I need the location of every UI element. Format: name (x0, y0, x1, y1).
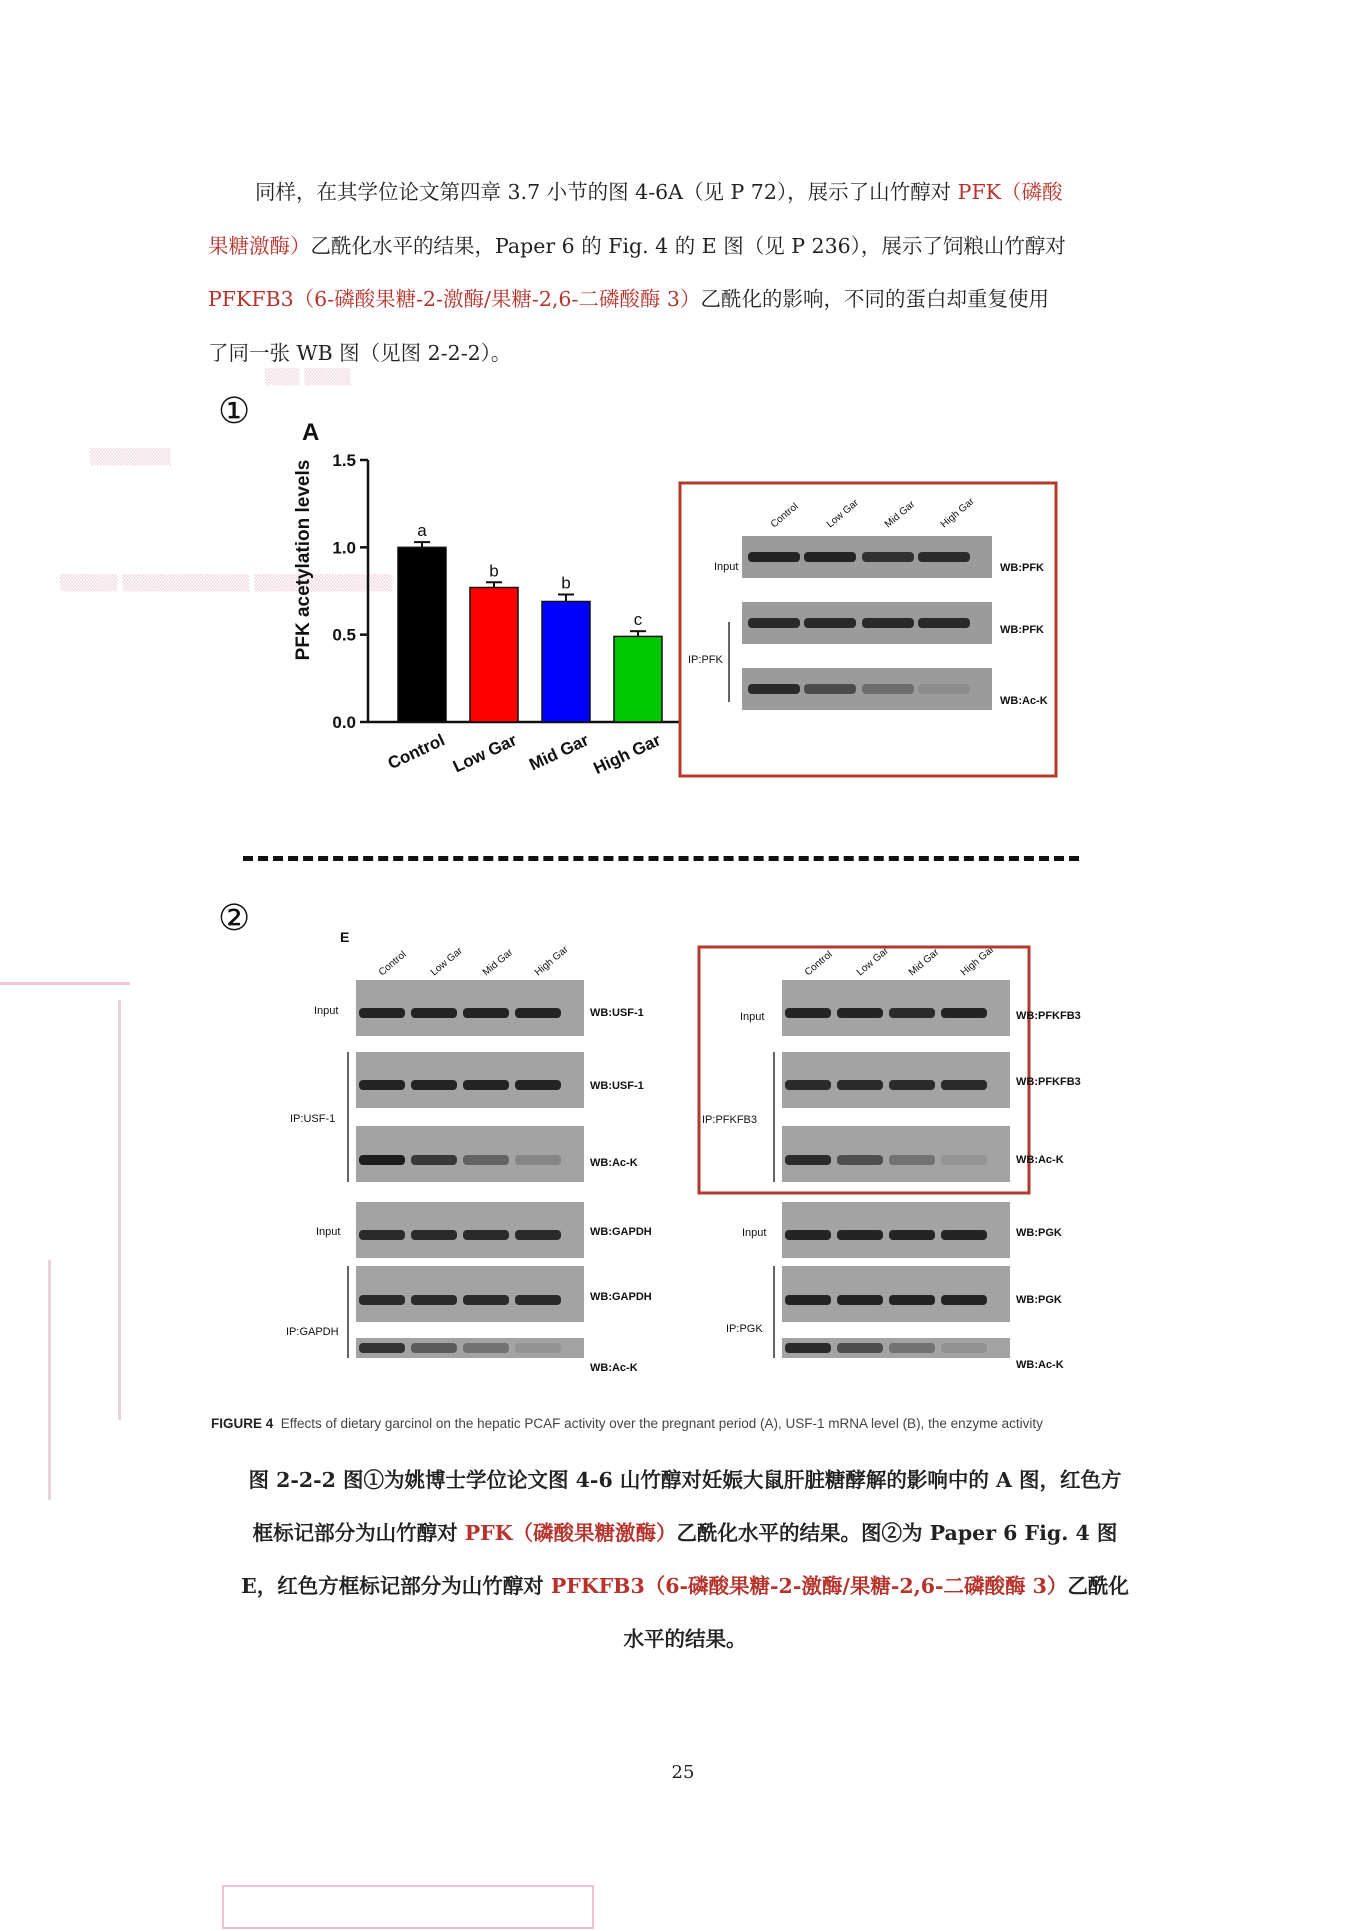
blot2-band (941, 1343, 987, 1353)
blot2-band (515, 1295, 561, 1305)
blot2-right-strip (782, 1126, 1010, 1182)
blot2-band (515, 1230, 561, 1240)
paragraph-highlight: 果糖激酶） (208, 233, 311, 258)
blot1-band (918, 552, 970, 562)
blot2-band (515, 1343, 561, 1353)
blot2-right-wb-label: WB:Ac-K (1016, 1154, 1064, 1166)
blot2-left-wb-label: WB:GAPDH (590, 1291, 652, 1303)
blot1-lane-label: Mid Gar (882, 499, 918, 531)
paragraph-text: 同样，在其学位论文第四章 3.7 小节的图 4-6A（见 P 72），展示了山竹醇对 (255, 180, 958, 204)
chart-bar (398, 547, 446, 722)
blot2-left-label-ip: IP:GAPDH (286, 1326, 339, 1338)
paragraph-text: 乙酰化的影响，不同的蛋白却重复使用 (700, 287, 1049, 311)
chart-x-tick-label: Low Gar (450, 730, 520, 777)
body-paragraph (208, 166, 1158, 380)
blot1-band (862, 618, 914, 628)
blot1-lane-label: High Gar (938, 496, 977, 531)
chart-x-tick-label: Control (384, 730, 448, 774)
blot2-band (411, 1080, 457, 1090)
blot1-lane-label: Control (768, 501, 801, 531)
blot2-right-label-input: Input (740, 1011, 765, 1023)
blot2-left-wb-label: WB:GAPDH (590, 1226, 652, 1238)
blot2-band (463, 1295, 509, 1305)
blot2-band (463, 1343, 509, 1353)
blot2-left-label-ip: IP:USF-1 (290, 1113, 336, 1125)
caption-text: 乙酰化水平的结果。图②为 Paper 6 Fig. 4 图 (676, 1521, 1118, 1545)
blot2-band (411, 1155, 457, 1165)
blot2-lane-label: Low Gar (428, 945, 465, 979)
blot2-band (837, 1008, 883, 1018)
blot1-right-label: WB:Ac-K (1000, 695, 1048, 707)
caption-line-1: 图 2-2-2 图①为姚博士学位论文图 4-6 山竹醇对妊娠大鼠肝脏糖酵解的影响中的 A 图，红色方 (248, 1468, 1122, 1492)
blot2-band (359, 1230, 405, 1240)
blot2-band (941, 1230, 987, 1240)
blot2-band (889, 1008, 935, 1018)
panel2-marker: ② (218, 898, 251, 939)
blot2-band (837, 1155, 883, 1165)
chart-x-tick-label: High Gar (590, 730, 664, 778)
caption-line-3 (205, 1560, 1165, 1613)
blot1-band (862, 684, 914, 694)
blot2-band (785, 1343, 831, 1353)
blot2-lane-label: Control (376, 949, 409, 979)
chart-bar (614, 636, 662, 722)
blot1-lane-label: Low Gar (824, 497, 861, 531)
chart-significance-letter: c (633, 610, 643, 630)
paragraph-highlight: PFK（磷酸 (957, 180, 1063, 204)
blot2-right-strip (782, 1266, 1010, 1322)
blot2-right-label-ip: IP:PFKFB3 (702, 1114, 758, 1126)
caption-highlight: PFK（磷酸果糖激酶） (464, 1521, 677, 1545)
watermark-tick (118, 1000, 121, 1420)
blot2-band (837, 1080, 883, 1090)
blot1-right-label: WB:PFK (1000, 562, 1044, 574)
blot2-band (515, 1008, 561, 1018)
blot1-band (804, 684, 856, 694)
caption-highlight: PFKFB3（6-磷酸果糖-2-激酶/果糖-2,6-二磷酸酶 3） (550, 1574, 1068, 1598)
chart-ylabel: PFK acetylation levels (293, 459, 314, 661)
watermark-box (222, 1885, 594, 1929)
blot2-band (785, 1230, 831, 1240)
caption-text: 乙酰化 (1067, 1574, 1129, 1598)
blot2-right-label-input: Input (742, 1227, 767, 1239)
blot2-band (941, 1080, 987, 1090)
watermark-ghost-text: ▒▒▒▒▒ ▒▒▒▒▒▒▒▒▒▒▒ ▒▒▒▒▒▒▒▒▒▒▒▒ (60, 574, 393, 592)
blot2-right-label-ip: IP:PGK (726, 1323, 763, 1335)
blot2-right-wb-label: WB:PGK (1016, 1227, 1062, 1239)
chart-significance-letter: b (561, 573, 571, 593)
blot2-band (359, 1155, 405, 1165)
blot1-band (804, 618, 856, 628)
blot2-band (785, 1155, 831, 1165)
blot2-band (411, 1295, 457, 1305)
paragraph-line-2 (208, 220, 1158, 274)
chart-bar (542, 601, 590, 722)
blot2-right-wb-label: WB:Ac-K (1016, 1359, 1064, 1371)
page-number: 25 (671, 1762, 695, 1783)
chart-y-tick-label: 0.0 (332, 713, 356, 732)
blot2-band (359, 1008, 405, 1018)
blot2-band (941, 1295, 987, 1305)
figure-caption (205, 1454, 1165, 1666)
blot2-band (941, 1155, 987, 1165)
blot2-band (515, 1080, 561, 1090)
blot2-band (359, 1080, 405, 1090)
blot2-band (359, 1295, 405, 1305)
blot2-lane-label: High Gar (958, 944, 997, 979)
dashed-separator (243, 856, 1079, 861)
paragraph-highlight: PFKFB3（6-磷酸果糖-2-激酶/果糖-2,6-二磷酸酶 3） (208, 287, 701, 311)
blot2-left-strip (356, 1126, 584, 1182)
blot2-band (463, 1155, 509, 1165)
blot2-band (411, 1008, 457, 1018)
blot2-band (837, 1343, 883, 1353)
watermark-tick (48, 1260, 51, 1500)
chart-x-tick-label: Mid Gar (526, 730, 592, 775)
blot2-band (889, 1295, 935, 1305)
panel2-figure (270, 920, 1270, 1374)
chart-y-tick-label: 0.5 (332, 625, 356, 645)
blot2-band (837, 1230, 883, 1240)
chart-bar (470, 588, 518, 722)
blot2-right-wb-label: WB:PFKFB3 (1016, 1076, 1081, 1088)
blot2-lane-label: High Gar (532, 944, 571, 979)
blot2-left-wb-label: WB:USF-1 (590, 1007, 644, 1019)
panel1-letter: A (302, 419, 320, 446)
panel1-marker: ① (218, 391, 251, 432)
blot2-band (515, 1155, 561, 1165)
blot2-band (359, 1343, 405, 1353)
blot2-left-label-input: Input (314, 1005, 339, 1017)
blot2-band (941, 1008, 987, 1018)
blot2-band (463, 1080, 509, 1090)
chart-y-tick-label: 1.0 (332, 538, 356, 558)
blot1-band (862, 552, 914, 562)
chart-significance-letter: b (489, 561, 499, 581)
blot1-band (748, 618, 800, 628)
figure4-caption (211, 1416, 1171, 1431)
caption-text: E，红色方框标记部分为山竹醇对 (241, 1574, 551, 1598)
blot2-left-label-input: Input (316, 1226, 341, 1238)
blot2-band (463, 1230, 509, 1240)
blot1-input-label: Input (714, 561, 739, 573)
caption-line-4: 水平的结果。 (623, 1627, 747, 1651)
blot2-left-wb-label: WB:Ac-K (590, 1157, 638, 1169)
blot1-band (748, 552, 800, 562)
blot2-band (889, 1230, 935, 1240)
blot2-band (889, 1155, 935, 1165)
blot1-band (918, 684, 970, 694)
paragraph-line-3 (208, 273, 1158, 327)
blot2-band (463, 1008, 509, 1018)
blot2-band (889, 1080, 935, 1090)
blot2-right-wb-label: WB:PFKFB3 (1016, 1010, 1081, 1022)
blot2-lane-label: Mid Gar (906, 947, 942, 979)
blot2-lane-label: Control (802, 949, 835, 979)
blot1-band (918, 618, 970, 628)
blot2-band (411, 1343, 457, 1353)
blot1-ip-label: IP:PFK (688, 654, 723, 666)
blot2-band (785, 1080, 831, 1090)
blot2-band (785, 1295, 831, 1305)
paragraph-text: 乙酰化水平的结果，Paper 6 的 Fig. 4 的 E 图（见 P 236），展示了饲粮山竹醇对 (310, 233, 1066, 258)
blot2-left-wb-label: WB:Ac-K (590, 1362, 638, 1374)
blot2-band (837, 1295, 883, 1305)
blot1-band (748, 684, 800, 694)
panel2-letter: E (340, 929, 350, 945)
caption-text: 框标记部分为山竹醇对 (252, 1521, 465, 1545)
blot1-right-label: WB:PFK (1000, 624, 1044, 636)
paragraph-line-1 (208, 166, 1158, 220)
figure4-caption-bold: FIGURE 4 (211, 1416, 274, 1431)
blot2-left-wb-label: WB:USF-1 (590, 1080, 644, 1092)
blot2-band (411, 1230, 457, 1240)
chart-y-tick-label: 1.5 (332, 451, 356, 470)
watermark-line (0, 982, 130, 985)
figure4-caption-text: Effects of dietary garcinol on the hepatic PCAF activity over the pregnant period (A), USF-1 mRNA level (B), the enzyme activity (280, 1416, 1043, 1431)
blot1-band (804, 552, 856, 562)
caption-line-2 (205, 1507, 1165, 1560)
panel1-figure (270, 400, 1070, 800)
blot2-lane-label: Mid Gar (480, 947, 516, 979)
blot2-right-wb-label: WB:PGK (1016, 1294, 1062, 1306)
chart-significance-letter: a (417, 521, 427, 541)
blot2-band (785, 1008, 831, 1018)
blot2-band (889, 1343, 935, 1353)
watermark-ghost-text: ▒▒▒ ▒▒▒▒ (265, 368, 351, 386)
watermark-ghost-text: ▒▒▒▒▒▒▒ (90, 448, 171, 466)
paragraph-line-4: 了同一张 WB 图（见图 2-2-2）。 (208, 340, 512, 365)
blot2-lane-label: Low Gar (854, 945, 891, 979)
blot2-left-strip (356, 1266, 584, 1322)
